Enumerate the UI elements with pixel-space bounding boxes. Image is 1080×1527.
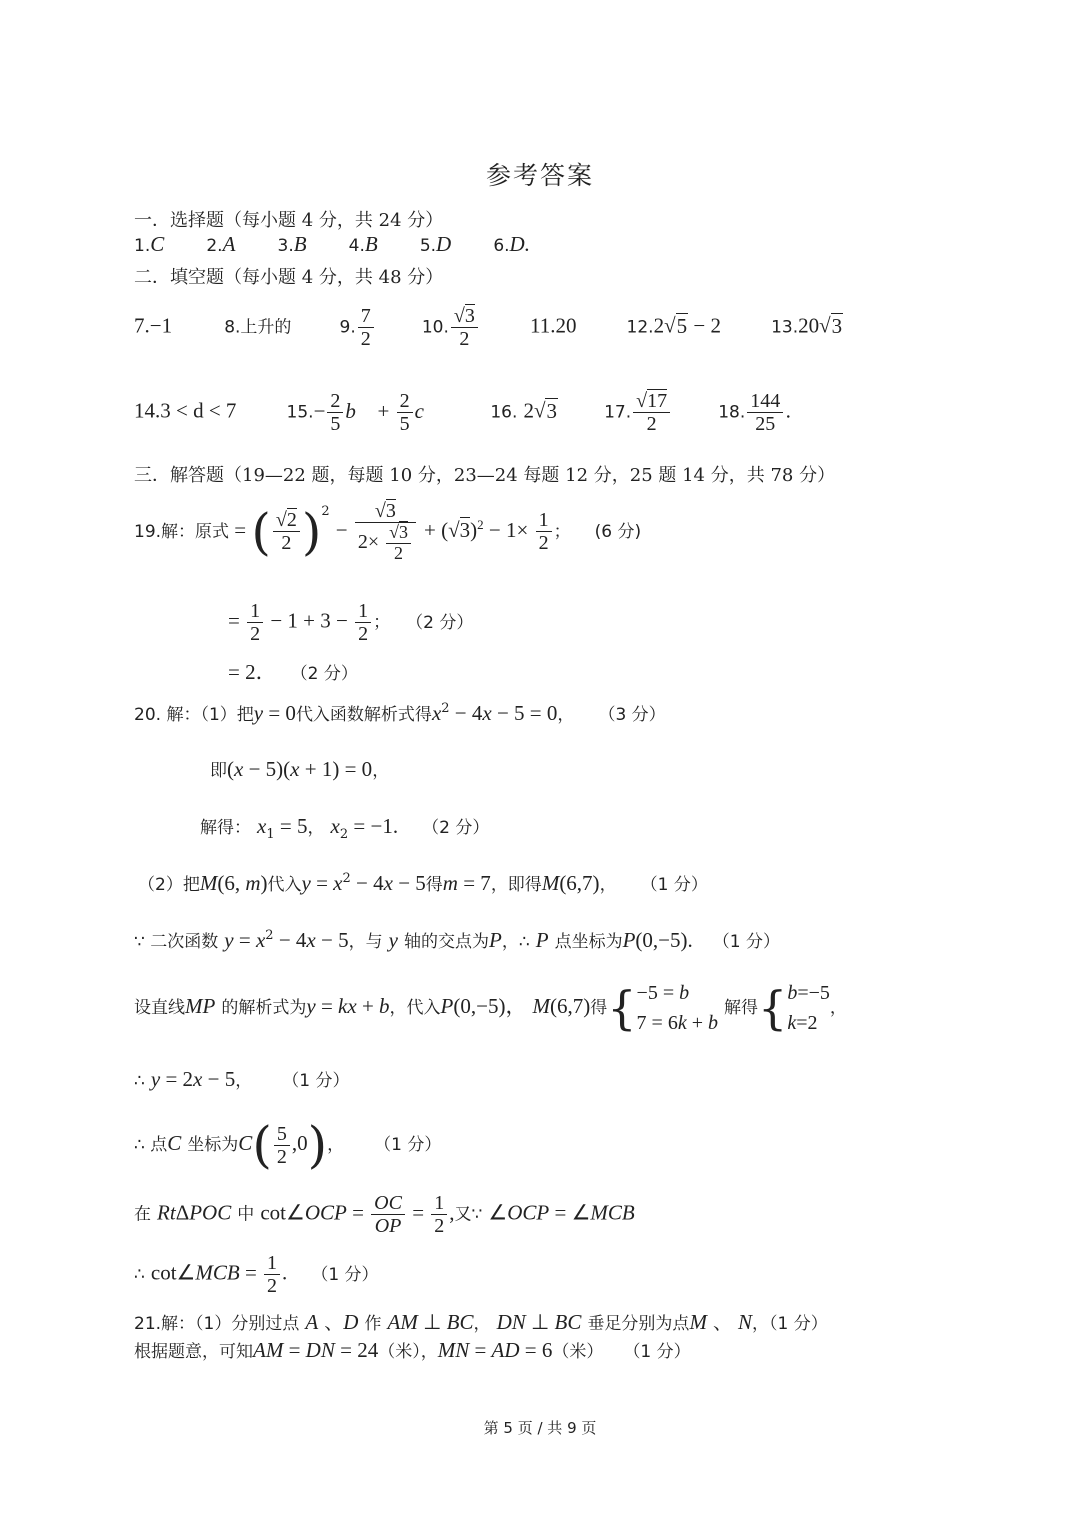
fill-answers-row-2: 14.3 < d < 7 15.− $\frac{2}{5}$ b⃗ + $\frac{2}{5}$ c⃗ 16. 2√3 17. $\frac{√17}{2}$ 18. $\frac{144}{25}$ .	[134, 390, 792, 436]
q20-line-6: 设直线MP 的解析式为y = kx + b，代入P(0,−5)， M(6,7)得{ −5 = b 7 = 6k + b 解得{ b=−5 k=2 ，	[134, 981, 847, 1035]
answer-18-fraction: $\frac{144}{25}$	[747, 390, 783, 435]
choice-answers-row: 1.C 2.A 3.B 4.B 5.D 6.D.	[134, 232, 530, 256]
answer-8: 8.上升的	[224, 317, 292, 338]
q19-line-2: = $\frac{1}{2}$ − 1 + 3 − $\frac{1}{2}$ ； （2 分）	[228, 600, 474, 645]
section-fill-heading: 二．填空题（每小题 4 分，共 48 分）	[134, 267, 444, 288]
answer-11: 11.20	[529, 313, 577, 338]
answer-13-expression: 20√3	[798, 313, 843, 338]
answer-17-fraction: $\frac{√17}{2}$	[633, 390, 670, 435]
q20-line-4: （2）把M(6, m)代入$y = x^2 - 4x - 5$得m = 7，即得M(6,7)， （1 分）	[138, 871, 708, 895]
answer-14: 14.3 < d < 7	[134, 398, 237, 423]
q20-line-3: 解得： $x_1 = 5$， $x_2 = -1$. （2 分）	[200, 814, 490, 842]
answer-7: 7.−1	[134, 313, 173, 338]
page-title: 参考答案	[485, 161, 594, 190]
q20-line-10: ∴ cot∠MCB = $\frac{1}{2}$ . （1 分）	[134, 1252, 379, 1297]
q19-line-1: 19.解：原式 = ( $\frac{√2}{2}$ )$^2$ − √3 2× $\frac{√3}{2}$ + $(√3)^2 - 1\times$ $\frac{1}{2}$ ； (6 分)	[134, 500, 642, 563]
page-footer: 第 5 页 / 共 9 页	[483, 1419, 597, 1437]
fill-answers-row-1: 7.−1 8.上升的 9. $\frac{7}{2}$ 10. $\frac{√3}{2}$ 11.20 12.2√5 − 2 13.20√3	[134, 305, 843, 350]
answer-9-fraction: $\frac{7}{2}$	[358, 305, 374, 350]
q20-line-1: 20. 解：（1）把y = 0代入函数解析式得$x^2 - 4x - 5 = 0$， （3 分）	[134, 701, 666, 725]
q21-line-2: 根据题意，可知AM = DN = 24（米），MN = AD = 6（米） （1 分）	[134, 1338, 691, 1362]
q21-line-1: 21.解：（1）分别过点 A 、D 作 AM ⊥ BC， DN ⊥ BC 垂足分别为点M 、 N，（1 分）	[134, 1310, 828, 1334]
q20-line-8: ∴ 点C 坐标为C( $\frac{5}{2}$ ,0)， （1 分）	[134, 1116, 442, 1174]
answer-10-fraction: $\frac{√3}{2}$	[451, 305, 478, 350]
answer-12-expression: 2√5 − 2	[653, 313, 721, 338]
section-solve-heading: 三．解答题（19—22 题，每题 10 分，23—24 每题 12 分，25 题 14 分，共 78 分）	[134, 465, 836, 486]
q20-line-7: ∴ y = 2x − 5， （1 分）	[134, 1067, 350, 1091]
q20-line-2: 即(x − 5)(x + 1) = 0，	[210, 757, 390, 781]
q20-line-9: 在 RtΔPOC 中 cot∠OCP = $\frac{OC}{OP}$ = $\frac{1}{2}$ ,又∵ ∠OCP = ∠MCB	[134, 1192, 635, 1237]
q20-line-5: ∵ 二次函数 $y = x^2 - 4x - 5$，与 y 轴的交点为P，∴ P 点坐标为P(0,−5). （1 分）	[134, 928, 781, 952]
section-choice-heading: 一．选择题（每小题 4 分，共 24 分）	[134, 210, 444, 231]
answer-15-expression: − $\frac{2}{5}$ b⃗ + $\frac{2}{5}$ c⃗	[313, 390, 441, 436]
answer-16-expression: 2√3	[523, 398, 557, 423]
q19-line-3: = 2． （2 分）	[228, 660, 358, 684]
